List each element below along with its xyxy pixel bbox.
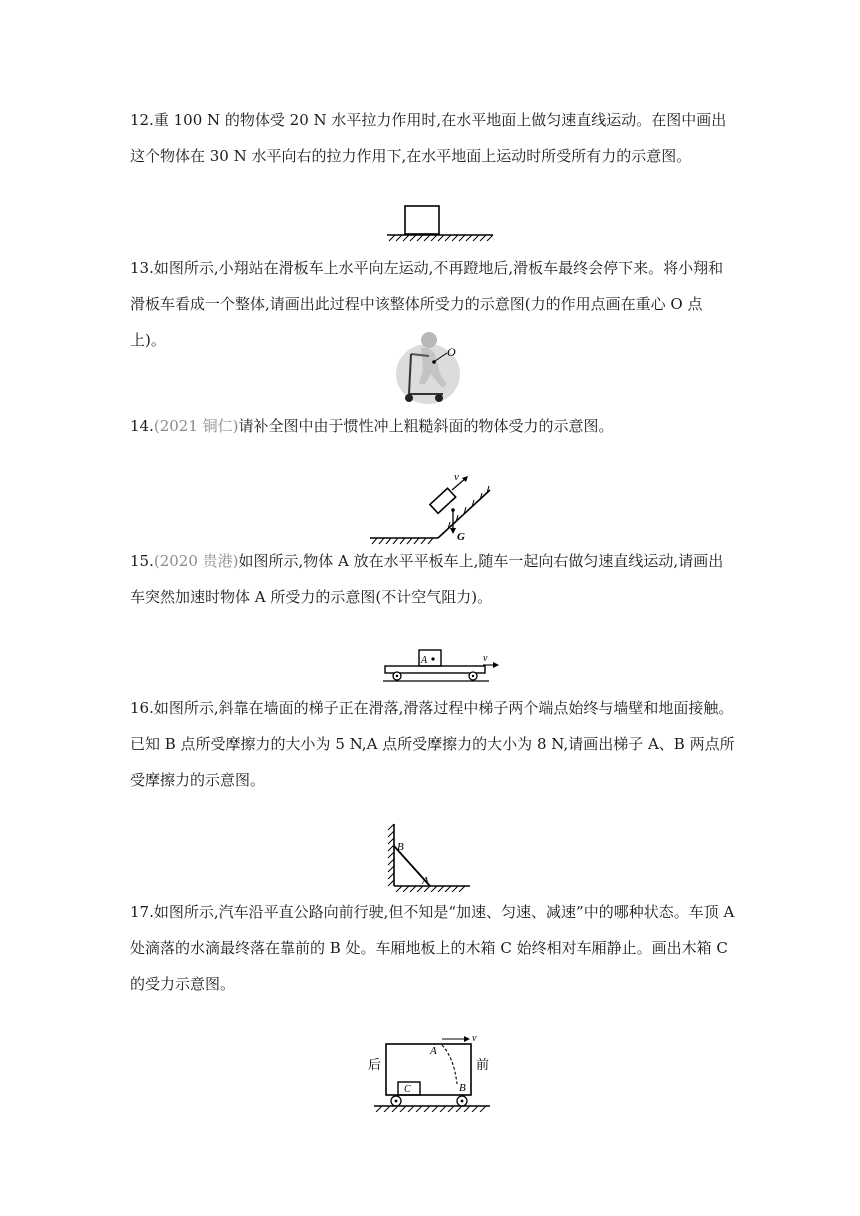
q16-ground-hatch xyxy=(396,886,465,892)
q15-velocity-arrowhead xyxy=(493,662,499,668)
q16-wall-hatch xyxy=(388,824,394,886)
q14-gravity-arrowhead xyxy=(450,528,456,534)
q15-prefix: 15. xyxy=(130,552,154,570)
q17-label-rear: 后 xyxy=(368,1057,382,1072)
q17-velocity-arrowhead xyxy=(464,1036,470,1042)
q15-object-center xyxy=(431,657,434,660)
q17-road-hatch xyxy=(376,1106,486,1112)
question-17-text: 17.如图所示,汽车沿平直公路向前行驶,但不知是“加速、匀速、减速”中的哪种状态。车顶 A 处滴落的水滴最终落在靠前的 B 处。车厢地板上的木箱 C 始终相对车厢静止。画出木箱 C 的受力示意图。 xyxy=(130,903,735,993)
question-15-text xyxy=(130,543,738,615)
q16-ladder-figure xyxy=(380,822,472,892)
q13-person-head xyxy=(421,332,437,348)
q15-cart-figure xyxy=(383,648,503,684)
q13-scooter-front-wheel xyxy=(405,394,413,402)
q17-label-front: 前 xyxy=(476,1057,490,1072)
q14-label-g: G xyxy=(457,531,465,543)
q16-label-a: A xyxy=(422,875,429,887)
q17-truck-figure xyxy=(362,1028,500,1112)
q17-drop-path xyxy=(442,1045,457,1084)
q14-body: 请补全图中由于惯性冲上粗糙斜面的物体受力的示意图。 xyxy=(238,417,614,435)
q12-block xyxy=(405,206,439,234)
q17-label-c: C xyxy=(404,1084,411,1095)
q17-label-b: B xyxy=(459,1082,466,1094)
q15-source: (2020 贵港) xyxy=(153,552,239,570)
q14-source: (2021 铜仁) xyxy=(153,417,239,435)
q14-label-v: v xyxy=(454,471,459,483)
q13-scooter-rear-wheel xyxy=(435,394,443,402)
q13-label-o: O xyxy=(447,345,456,359)
q12-block-on-ground-figure xyxy=(385,202,495,242)
q14-incline-figure xyxy=(368,470,498,548)
q16-label-b: B xyxy=(397,841,404,853)
q13-scooter-figure xyxy=(395,318,475,408)
question-12-text: 12.重 100 N 的物体受 20 N 水平拉力作用时,在水平地面上做匀速直线运动。在图中画出这个物体在 30 N 水平向右的拉力作用下,在水平地面上运动时所受所有力的示意图。 xyxy=(130,111,727,165)
question-13-text: 13.如图所示,小翔站在滑板车上水平向左运动,不再蹬地后,滑板车最终会停下来。将小翔和滑板车看成一个整体,请画出此过程中该整体所受力的示意图(力的作用点画在重心 O 点上)。 xyxy=(130,259,724,349)
q14-prefix: 14. xyxy=(130,417,154,435)
q15-label-a: A xyxy=(421,655,428,666)
question-14-text xyxy=(130,408,738,444)
q15-body: 如图所示,物体 A 放在水平平板车上,随车一起向右做匀速直线运动,请画出车突然加速时物体 A 所受力的示意图(不计空气阻力)。 xyxy=(130,552,724,606)
q17-label-a: A xyxy=(430,1045,437,1057)
q15-label-v: v xyxy=(483,653,488,664)
q12-ground-hatch xyxy=(389,235,493,241)
q17-label-v: v xyxy=(472,1033,477,1044)
question-16-text: 16.如图所示,斜靠在墙面的梯子正在滑落,滑落过程中梯子两个端点始终与墙壁和地面接触。已知 B 点所受摩擦力的大小为 5 N,A 点所受摩擦力的大小为 8 N,请画出梯子 A、B 两点所受摩擦力的示意图。 xyxy=(130,699,735,789)
q15-cart-body xyxy=(385,666,485,673)
